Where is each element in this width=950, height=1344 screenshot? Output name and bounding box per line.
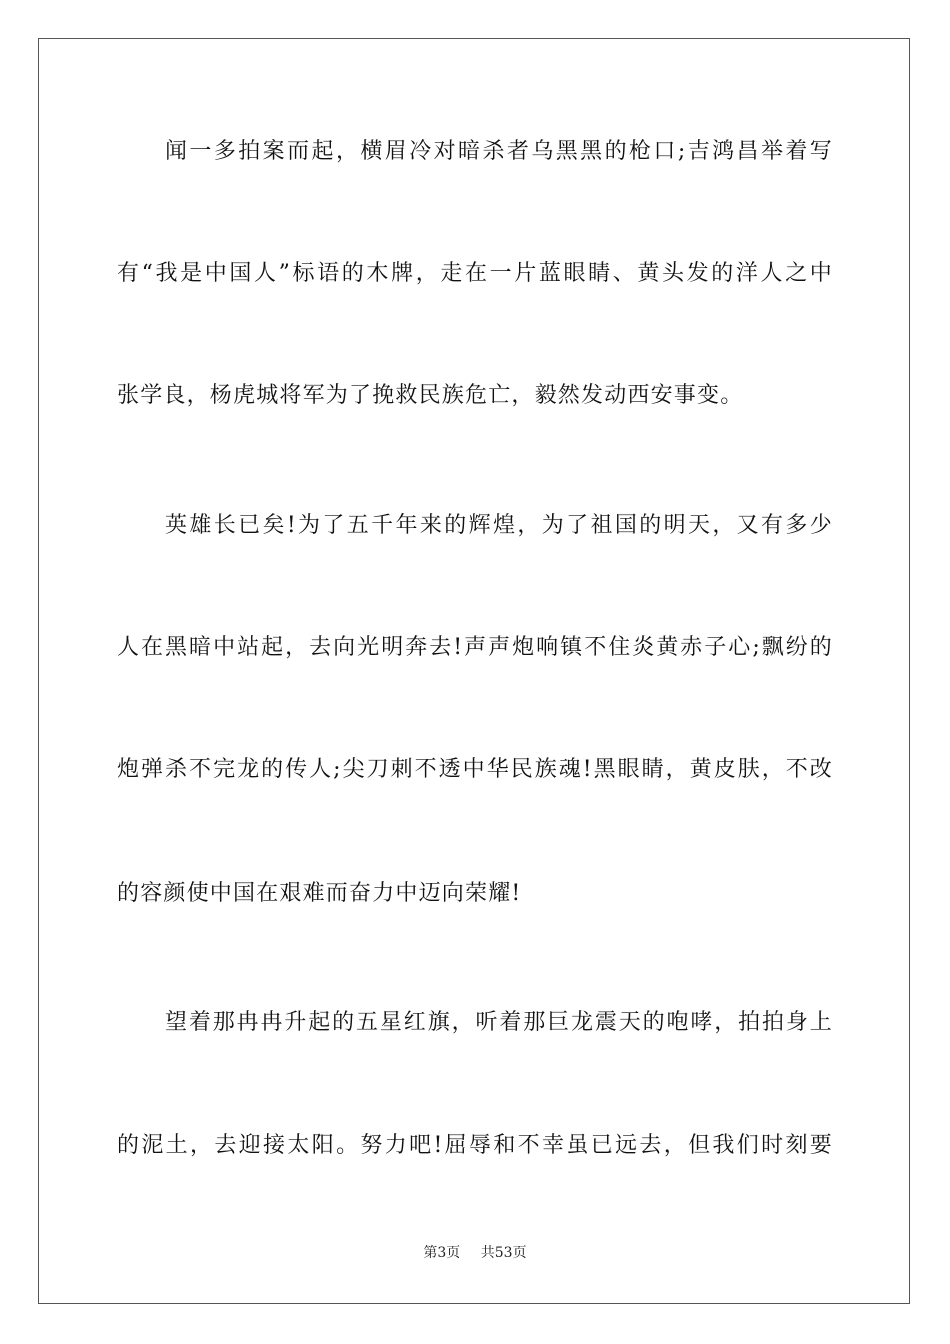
paragraph-line: 望着那冉冉升起的五星红旗，听着那巨龙震天的咆哮，拍拍身上 (165, 1010, 833, 1035)
page-number: 第3页 (423, 1245, 461, 1261)
paragraph-line: 的容颜使中国在艰难而奋力中迈向荣耀! (117, 881, 522, 906)
page-total: 共53页 (480, 1245, 527, 1261)
page-border (38, 38, 910, 1304)
paragraph-line: 有“我是中国人”标语的木牌，走在一片蓝眼睛、黄头发的洋人之中 (117, 261, 833, 286)
paragraph-line: 炮弹杀不完龙的传人;尖刀刺不透中华民族魂!黑眼睛，黄皮肤，不改 (117, 757, 833, 782)
paragraph-line: 闻一多拍案而起，横眉冷对暗杀者乌黑黑的枪口;吉鸿昌举着写 (165, 139, 833, 164)
paragraph-line: 英雄长已矣!为了五千年来的辉煌，为了祖国的明天，又有多少 (165, 513, 833, 538)
paragraph-line: 张学良，杨虎城将军为了挽救民族危亡，毅然发动西安事变。 (117, 383, 744, 408)
page-footer (0, 1243, 950, 1263)
paragraph-line: 的泥土，去迎接太阳。努力吧!屈辱和不幸虽已远去，但我们时刻要 (117, 1133, 833, 1158)
paragraph-line: 人在黑暗中站起，去向光明奔去!声声炮响镇不住炎黄赤子心;飘纷的 (117, 635, 833, 660)
